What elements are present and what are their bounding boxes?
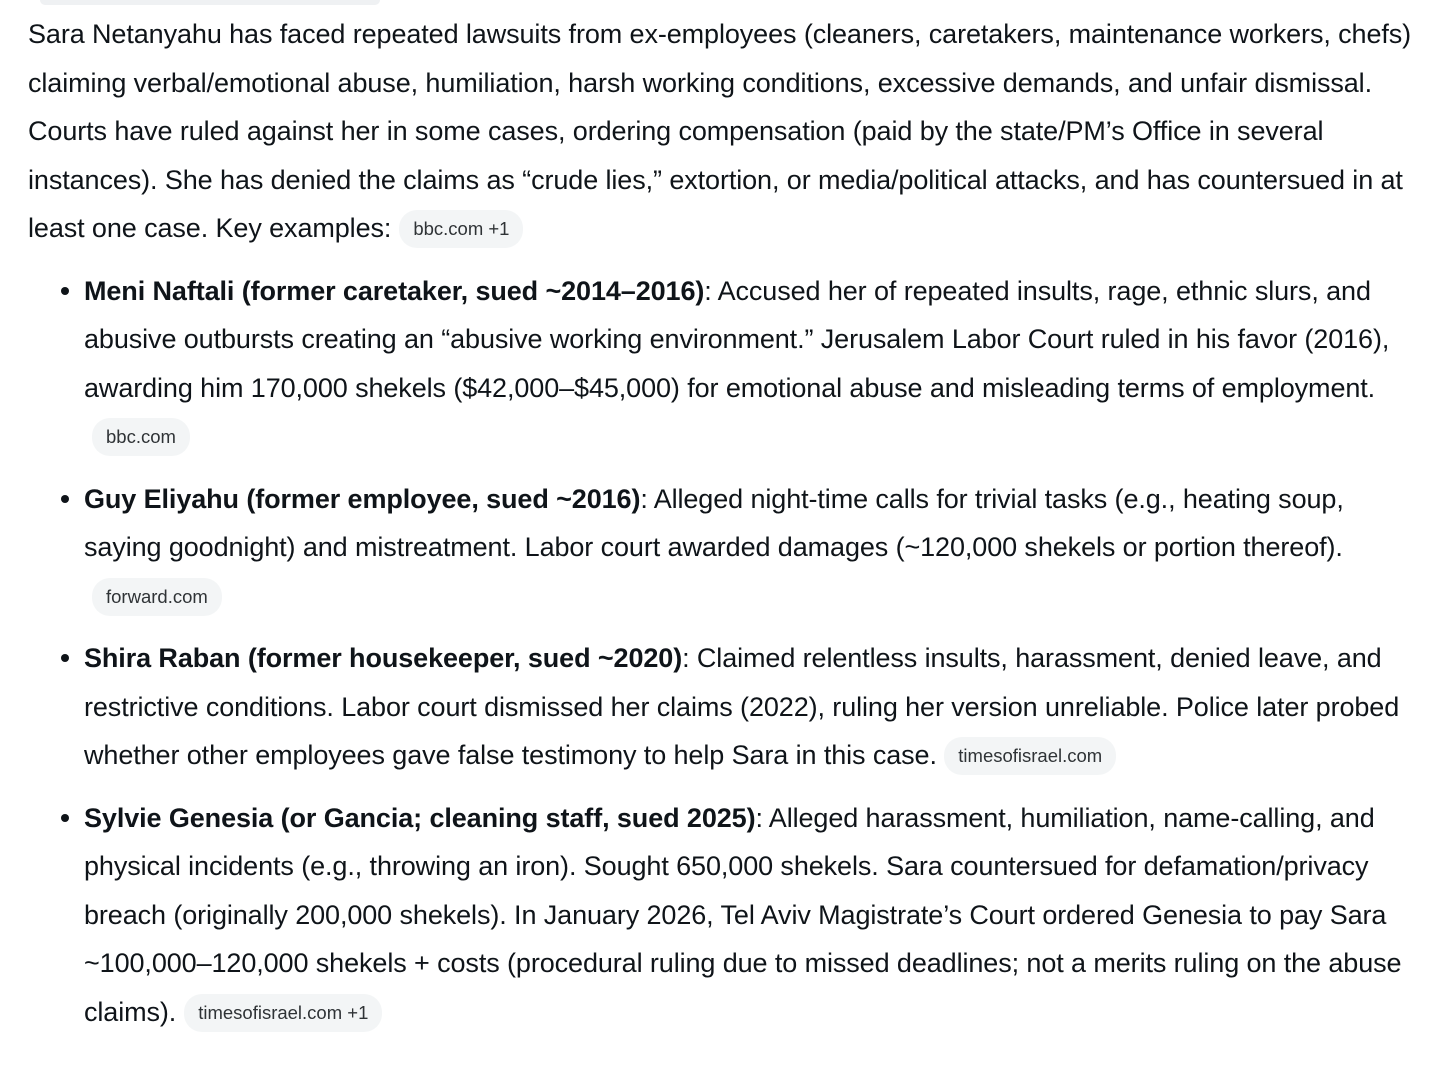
case-title: Sylvie Genesia (or Gancia; cleaning staff, sued 2025) <box>84 802 756 833</box>
case-item-eliyahu <box>28 475 1428 621</box>
case-list <box>28 267 1428 1037</box>
source-chip-genesia[interactable]: timesofisrael.com +1 <box>184 994 382 1032</box>
previous-content-edge <box>40 0 380 5</box>
case-text: : Accused her of repeated insults, rage, ethnic slurs, and abusive outbursts creating an “abusive working environment.” Jerusalem Labor Court ruled in his favor (2016), awarding him 170,000 shekels ($42,000–$45,000) for emotional abuse and misleading terms of employment. <box>84 275 1390 403</box>
case-text: : Alleged harassment, humiliation, name-calling, and physical incidents (e.g., throwing an iron). Sought 650,000 shekels. Sara countersued for defamation/privacy breach (originally 200,000 shekels). In January 2026, Tel Aviv Magistrate’s Court ordered Genesia to pay Sara ~100,000–120,000 shekels + costs (procedural ruling due to missed deadlines; not a merits ruling on the abuse claims). <box>84 802 1402 1027</box>
response-content <box>28 10 1428 1050</box>
case-item-naftali <box>28 267 1428 461</box>
case-title: Shira Raban (former housekeeper, sued ~2020) <box>84 643 683 673</box>
source-chip-naftali[interactable]: bbc.com <box>92 418 190 456</box>
source-chip-eliyahu[interactable]: forward.com <box>92 578 222 616</box>
case-text: : Alleged night-time calls for trivial tasks (e.g., heating soup, saying goodnight) and mistreatment. Labor court awarded damages (~120,000 shekels or portion thereof). <box>84 483 1344 562</box>
intro-paragraph <box>28 10 1428 253</box>
case-text: : Claimed relentless insults, harassment, denied leave, and restrictive conditions. Labor court dismissed her claims (2022), ruling her version unreliable. Police later probed whether other employees gave false testimony to help Sara in this case. <box>84 643 1400 770</box>
intro-text: Sara Netanyahu has faced repeated lawsuits from ex-employees (cleaners, caretakers, maintenance workers, chefs) claiming verbal/emotional abuse, humiliation, harsh working conditions, excessive demands, and unfair dismissal. Courts have ruled against her in some cases, ordering compensation (paid by the state/PM’s Office in several instances). She has denied the claims as “crude lies,” extortion, or media/political attacks, and has countersued in at least one case. Key examples: <box>28 19 1412 243</box>
case-title: Meni Naftali (former caretaker, sued ~2014–2016) <box>84 275 705 306</box>
source-chip-intro[interactable]: bbc.com +1 <box>399 210 523 248</box>
case-title: Guy Eliyahu (former employee, sued ~2016) <box>84 483 641 514</box>
case-item-genesia <box>28 794 1428 1037</box>
source-chip-raban[interactable]: timesofisrael.com <box>944 737 1116 775</box>
case-item-raban <box>28 634 1428 780</box>
